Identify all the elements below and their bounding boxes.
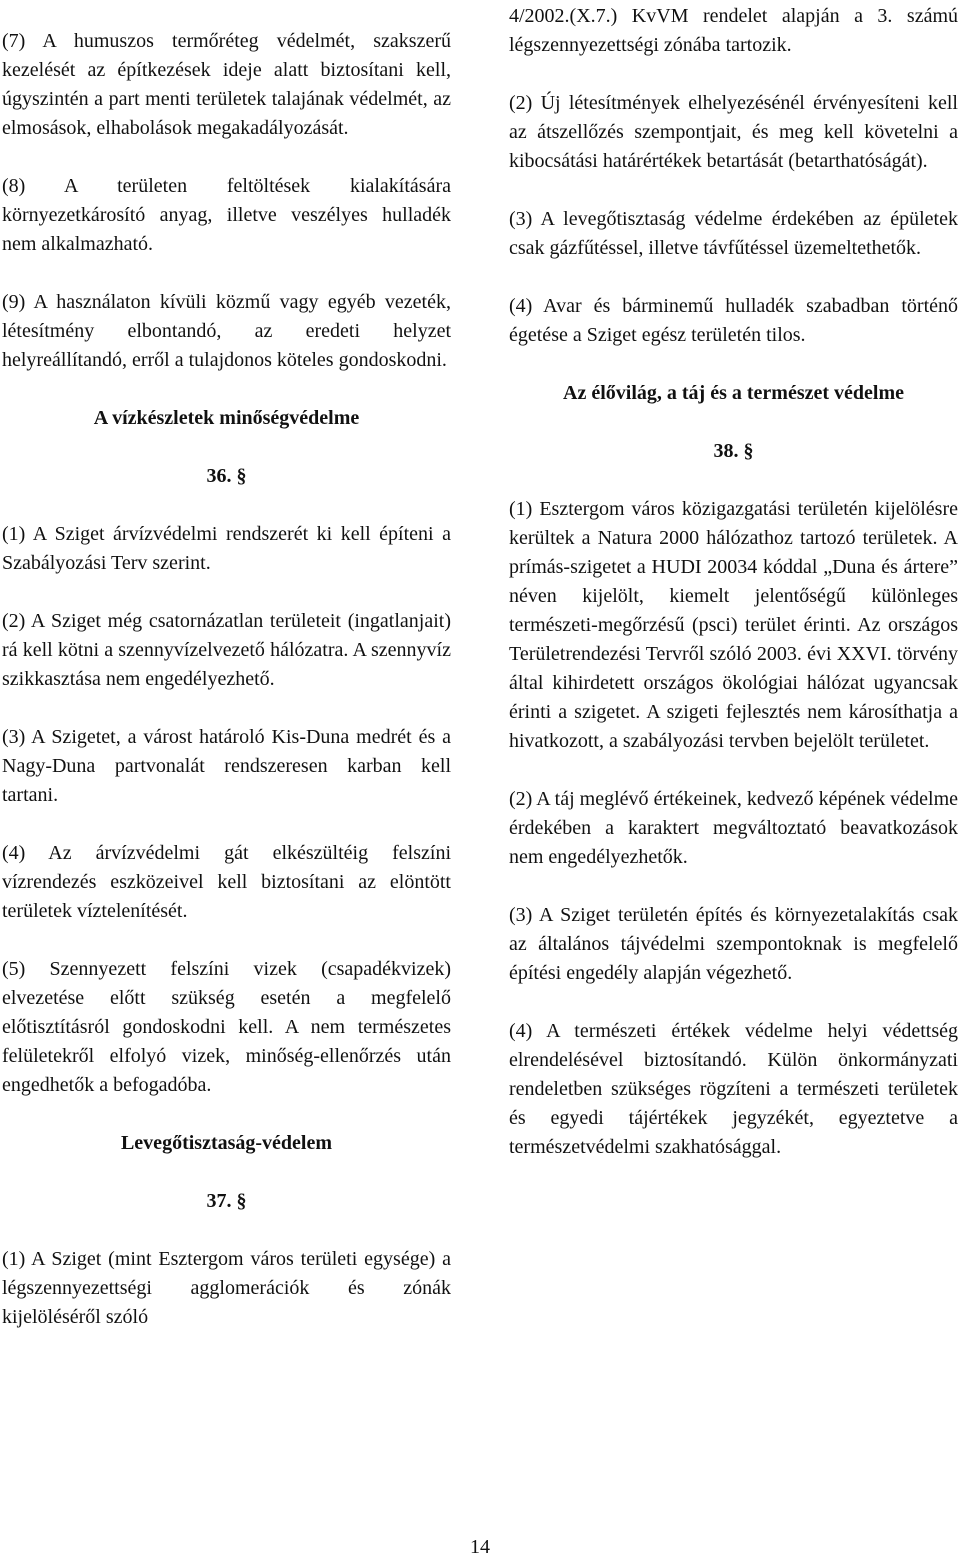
section-37-paragraph-2: (2) Új létesítmények elhelyezésénél érvényesíteni kell az átszellőzés szempontjait, és meg kell követelni a kibocsátási határértékek betartását (betarthatóságát). — [509, 92, 958, 172]
section-37-paragraph-4: (4) Avar és bárminemű hulladék szabadban történő égetése a Sziget egész területén tilos. — [509, 295, 958, 346]
section-38-paragraph-1: (1) Esztergom város közigazgatási területén kijelölésre kerültek a Natura 2000 hálózathoz tartozó területek. A prímás-szigetet a HUDI 20034 kóddal „Duna és ártere” néven kijelölt, kiemelt jelentőségű különleges természeti-megőrzésű (psci) terület érinti. Az országos Területrendezési Tervről szóló 2003. évi XXVI. törvény által kihirdetett országos ökológiai hálózat ugyancsak érinti a szigetet. A szigeti fejlesztés nem károsíthatja a hivatkozott, a szabályozási tervben bejelölt területet. — [509, 498, 958, 752]
right-column — [509, 0, 958, 1162]
section-38-paragraph-4: (4) A természeti értékek védelme helyi védettség elrendelésével biztosítandó. Külön önkormányzati rendeletben szükséges rögzíteni a természeti területek és egyedi tájértékek jegyzékét, egyeztetve a természetvédelmi szakhatósággal. — [509, 1020, 958, 1158]
section-36-paragraph-1: (1) A Sziget árvízvédelmi rendszerét ki kell építeni a Szabályozási Terv szerint. — [2, 523, 451, 574]
section-36-paragraph-4: (4) Az árvízvédelmi gát elkészültéig felszíni vízrendezés eszközeivel kell biztosítani az elöntött területek víztelenítését. — [2, 842, 451, 922]
heading-nature-protection: Az élővilág, a táj és a természet védelme — [563, 382, 904, 404]
section-37-paragraph-1-start: (1) A Sziget (mint Esztergom város területi egysége) a légszennyezettségi agglomerációk és zónák kijelöléséről szóló — [2, 1248, 451, 1328]
paragraph-9: (9) A használaton kívüli közmű vagy egyéb vezeték, létesítmény elbontandó, az eredeti helyzet helyreállítandó, erről a tulajdonos köteles gondoskodni. — [2, 291, 451, 371]
section-36-paragraph-2: (2) A Sziget még csatornázatlan területeit (ingatlanjait) rá kell kötni a szennyvízelvezető hálózatra. A szennyvíz szikkasztása nem engedélyezhető. — [2, 610, 451, 690]
paragraph-7: (7) A humuszos termőréteg védelmét, szakszerű kezelését az építkezések ideje alatt biztosítani kell, úgyszintén a part menti területek talajának védelmét, az elmosások, elhabolások megakadályozását. — [2, 30, 451, 139]
page-number: 14 — [470, 1536, 490, 1558]
section-36-paragraph-5: (5) Szennyezett felszíni vizek (csapadékvizek) elvezetése előtt szükség esetén a megfelelő előtisztításról gondoskodni kell. A nem természetes felületekről elfolyó vizek, minőség-ellenőrzés után engedhetők a befogadóba. — [2, 958, 451, 1096]
paragraph-8: (8) A területen feltöltések kialakítására környezetkárosító anyag, illetve veszélyes hulladék nem alkalmazható. — [2, 175, 451, 255]
section-38-paragraph-3: (3) A Sziget területén építés és környezetalakítás csak az általános tájvédelmi szempontoknak is megfelelő építési engedély alapján végezhető. — [509, 904, 958, 984]
section-38-number: 38. § — [713, 440, 754, 462]
section-37-paragraph-3: (3) A levegőtisztaság védelme érdekében az épületek csak gázfűtéssel, illetve távfűtéssel üzemeltethetők. — [509, 208, 958, 259]
left-column — [2, 0, 451, 1332]
section-37-number: 37. § — [206, 1190, 247, 1212]
section-36-number: 36. § — [206, 465, 247, 487]
heading-air-quality: Levegőtisztaság-védelem — [120, 1132, 333, 1154]
section-37-paragraph-1-end: 4/2002.(X.7.) KvVM rendelet alapján a 3. számú légszennyezettségi zónába tartozik. — [509, 5, 958, 56]
section-38-paragraph-2: (2) A táj meglévő értékeinek, kedvező képének védelme érdekében a karaktert megváltoztató beavatkozások nem engedélyezhetők. — [509, 788, 958, 868]
heading-water-quality: A vízkészletek minőségvédelme — [93, 407, 360, 429]
section-36-paragraph-3: (3) A Szigetet, a várost határoló Kis-Duna medrét és a Nagy-Duna partvonalát rendszeresen karban kell tartani. — [2, 726, 451, 806]
